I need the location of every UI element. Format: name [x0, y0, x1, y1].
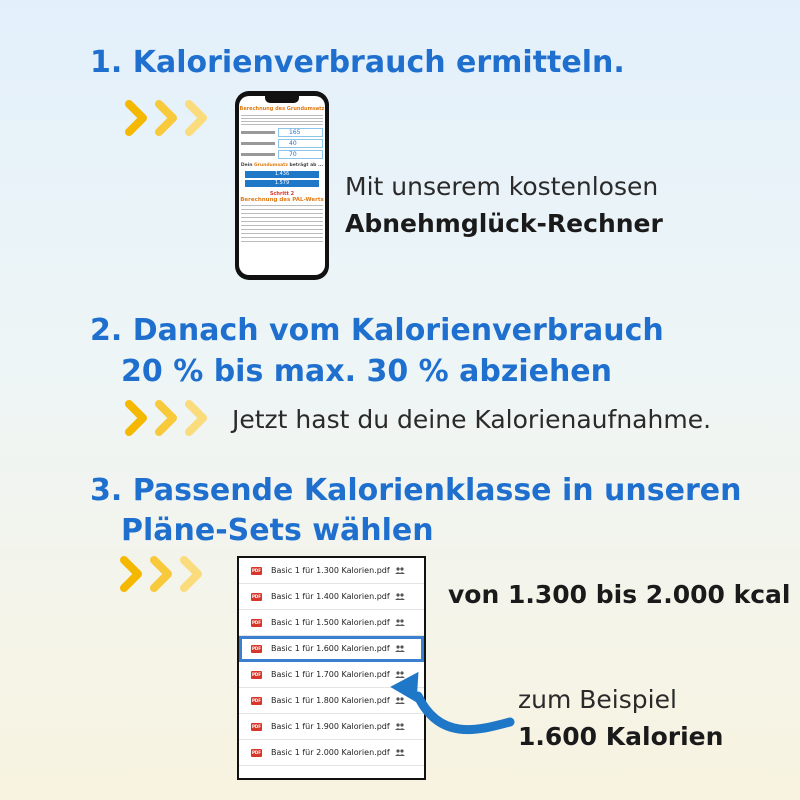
step1-title: 1. Kalorienverbrauch ermitteln. [90, 45, 625, 80]
file-name: Basic 1 für 1.900 Kalorien.pdf [271, 722, 390, 731]
step2-title-line2: 20 % bis max. 30 % abziehen [121, 354, 613, 389]
phone-text-lines [241, 115, 323, 125]
file-name: Basic 1 für 1.700 Kalorien.pdf [271, 670, 390, 679]
file-row[interactable] [239, 584, 424, 610]
pdf-file-icon: PDF [252, 723, 261, 729]
step3-title-line1: 3. Passende Kalorienklasse in unseren [90, 473, 742, 508]
file-name: Basic 1 für 1.300 Kalorien.pdf [271, 566, 390, 575]
chevron-group-step1 [125, 99, 220, 137]
example-line2: 1.600 Kalorien [518, 722, 724, 751]
shared-people-icon [395, 593, 405, 600]
phone-step-label: Schritt 2 [269, 191, 295, 197]
file-row[interactable] [239, 558, 424, 584]
chevron-right-icon [125, 399, 220, 437]
shared-people-icon [395, 567, 405, 574]
file-row-selected[interactable] [239, 636, 424, 662]
pdf-file-icon: PDF [252, 619, 261, 625]
smartphone-icon [235, 91, 329, 280]
kcal-range-text: von 1.300 bis 2.000 kcal [448, 580, 791, 609]
phone-input-age: 40 [278, 139, 323, 148]
phone-text-lines [241, 205, 323, 245]
phone-result-1: 1.436 [245, 171, 319, 178]
chevron-right-icon [120, 555, 215, 593]
shared-people-icon [395, 749, 405, 756]
file-name: Basic 1 für 1.500 Kalorien.pdf [271, 618, 390, 627]
pdf-file-icon: PDF [252, 567, 261, 573]
phone-input-row [241, 150, 323, 159]
chevron-right-icon [125, 99, 220, 137]
phone-result-2: 1.579 [245, 180, 319, 187]
file-name: Basic 1 für 1.800 Kalorien.pdf [271, 696, 390, 705]
pdf-file-icon: PDF [252, 593, 261, 599]
pdf-file-icon: PDF [252, 671, 261, 677]
curved-arrow-icon [380, 660, 520, 750]
phone-step-title: Berechnung des PAL-Werts [240, 197, 324, 203]
phone-notch [265, 96, 299, 103]
shared-people-icon [395, 645, 405, 652]
phone-screen [239, 96, 325, 275]
step1-text-line2: Abnehmglück-Rechner [345, 209, 663, 238]
pdf-file-icon: PDF [252, 749, 261, 755]
file-name: Basic 1 für 2.000 Kalorien.pdf [271, 748, 390, 757]
phone-input-height: 165 [278, 128, 323, 137]
step3-title-line2: Pläne-Sets wählen [121, 513, 434, 548]
file-row[interactable] [239, 610, 424, 636]
step1-text-line1: Mit unserem kostenlosen [345, 172, 659, 201]
chevron-group-step2 [125, 399, 220, 437]
example-line1: zum Beispiel [518, 685, 677, 714]
phone-input-row [241, 139, 323, 148]
step2-title-line1: 2. Danach vom Kalorienverbrauch [90, 313, 664, 348]
shared-people-icon [395, 619, 405, 626]
file-name: Basic 1 für 1.400 Kalorien.pdf [271, 592, 390, 601]
phone-input-weight: 70 [278, 150, 323, 159]
step2-text: Jetzt hast du deine Kalorienaufnahme. [232, 405, 712, 434]
phone-header: Berechnung des Grundumsatz [239, 106, 325, 112]
pdf-file-icon: PDF [252, 645, 261, 651]
file-name: Basic 1 für 1.600 Kalorien.pdf [271, 644, 390, 653]
pdf-file-icon: PDF [252, 697, 261, 703]
phone-input-row [241, 128, 323, 137]
phone-result-label: Dein Grundumsatz beträgt ab ... [240, 163, 324, 168]
chevron-group-step3 [120, 555, 215, 593]
